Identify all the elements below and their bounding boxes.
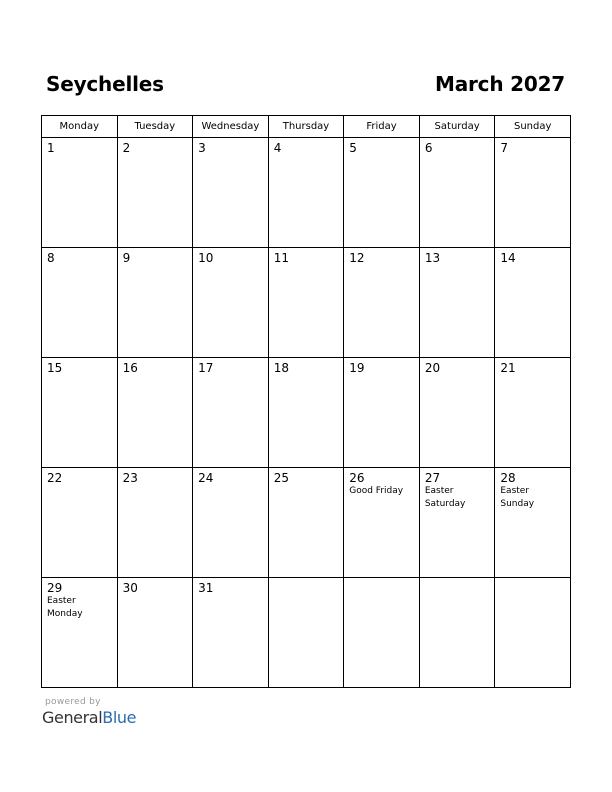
day-cell	[268, 358, 344, 468]
day-cell	[344, 248, 420, 358]
day-number: 16	[122, 361, 138, 375]
day-number: 29	[47, 581, 63, 595]
day-number: 26	[349, 471, 365, 485]
weekday-header: Wednesday	[193, 116, 269, 138]
day-cell	[419, 578, 495, 688]
day-number: 5	[349, 141, 357, 155]
day-cell	[268, 468, 344, 578]
day-cell	[495, 468, 571, 578]
holiday-label: Easter Sunday	[500, 486, 535, 509]
day-number: 28	[500, 471, 516, 485]
weekday-header: Saturday	[419, 116, 495, 138]
day-cell	[117, 248, 193, 358]
day-cell	[117, 138, 193, 248]
day-number: 6	[424, 141, 433, 155]
day-cell	[419, 358, 495, 468]
week-row	[42, 578, 571, 688]
day-number: 31	[198, 581, 214, 595]
day-cell	[193, 248, 269, 358]
day-number: 10	[198, 251, 214, 265]
day-cell	[495, 138, 571, 248]
day-cell	[117, 468, 193, 578]
day-cell	[344, 138, 420, 248]
day-cell	[117, 358, 193, 468]
day-number: 30	[122, 581, 138, 595]
day-number: 14	[500, 251, 516, 265]
day-cell	[344, 358, 420, 468]
day-cell	[419, 468, 495, 578]
day-number: 11	[273, 251, 289, 265]
week-row	[42, 138, 571, 248]
day-cell	[495, 358, 571, 468]
month-year-title: March 2027	[435, 72, 565, 96]
day-number: 22	[47, 471, 63, 485]
day-cell	[193, 358, 269, 468]
day-number: 9	[122, 251, 131, 265]
day-number: 8	[47, 251, 55, 265]
day-number: 13	[424, 251, 441, 265]
day-cell	[268, 138, 344, 248]
day-number: 4	[273, 141, 282, 155]
generalblue-logo	[42, 708, 136, 727]
day-number: 12	[349, 251, 365, 265]
holiday-label: Easter Saturday	[424, 486, 466, 509]
week-row	[42, 248, 571, 358]
weekday-header: Tuesday	[117, 116, 193, 138]
day-cell	[42, 578, 118, 688]
weekday-header: Monday	[42, 116, 118, 138]
country-title: Seychelles	[46, 72, 164, 96]
day-cell	[419, 138, 495, 248]
day-number: 20	[424, 361, 441, 375]
week-row	[42, 358, 571, 468]
day-number: 21	[500, 361, 516, 375]
day-cell	[42, 358, 118, 468]
day-number: 24	[198, 471, 214, 485]
weekday-header: Friday	[344, 116, 420, 138]
day-number: 27	[424, 471, 441, 485]
day-cell	[193, 138, 269, 248]
week-row	[42, 468, 571, 578]
day-number: 25	[273, 471, 289, 485]
day-cell	[193, 468, 269, 578]
day-cell	[419, 248, 495, 358]
day-number: 18	[273, 361, 289, 375]
day-number: 19	[349, 361, 365, 375]
brand-general-text: General	[42, 708, 103, 727]
day-cell	[344, 578, 420, 688]
day-cell	[344, 468, 420, 578]
day-number: 17	[198, 361, 214, 375]
powered-by-label: powered by	[45, 697, 101, 707]
day-number: 2	[122, 141, 131, 155]
day-cell	[42, 248, 118, 358]
day-cell	[193, 578, 269, 688]
holiday-label: Easter Monday	[47, 596, 83, 619]
brand-blue-text: Blue	[102, 708, 137, 727]
day-number: 23	[122, 471, 138, 485]
day-number: 3	[198, 141, 206, 155]
day-number: 1	[47, 141, 55, 155]
day-cell	[117, 578, 193, 688]
day-number: 7	[500, 141, 509, 155]
day-number: 15	[47, 361, 63, 375]
weekday-header: Sunday	[495, 116, 571, 138]
day-cell	[268, 578, 344, 688]
day-cell	[495, 248, 571, 358]
calendar-grid	[41, 115, 571, 688]
weekday-header-row	[42, 116, 571, 138]
weekday-header: Thursday	[268, 116, 344, 138]
day-cell	[268, 248, 344, 358]
day-cell	[42, 468, 118, 578]
day-cell	[42, 138, 118, 248]
holiday-label: Good Friday	[349, 486, 404, 496]
day-cell	[495, 578, 571, 688]
